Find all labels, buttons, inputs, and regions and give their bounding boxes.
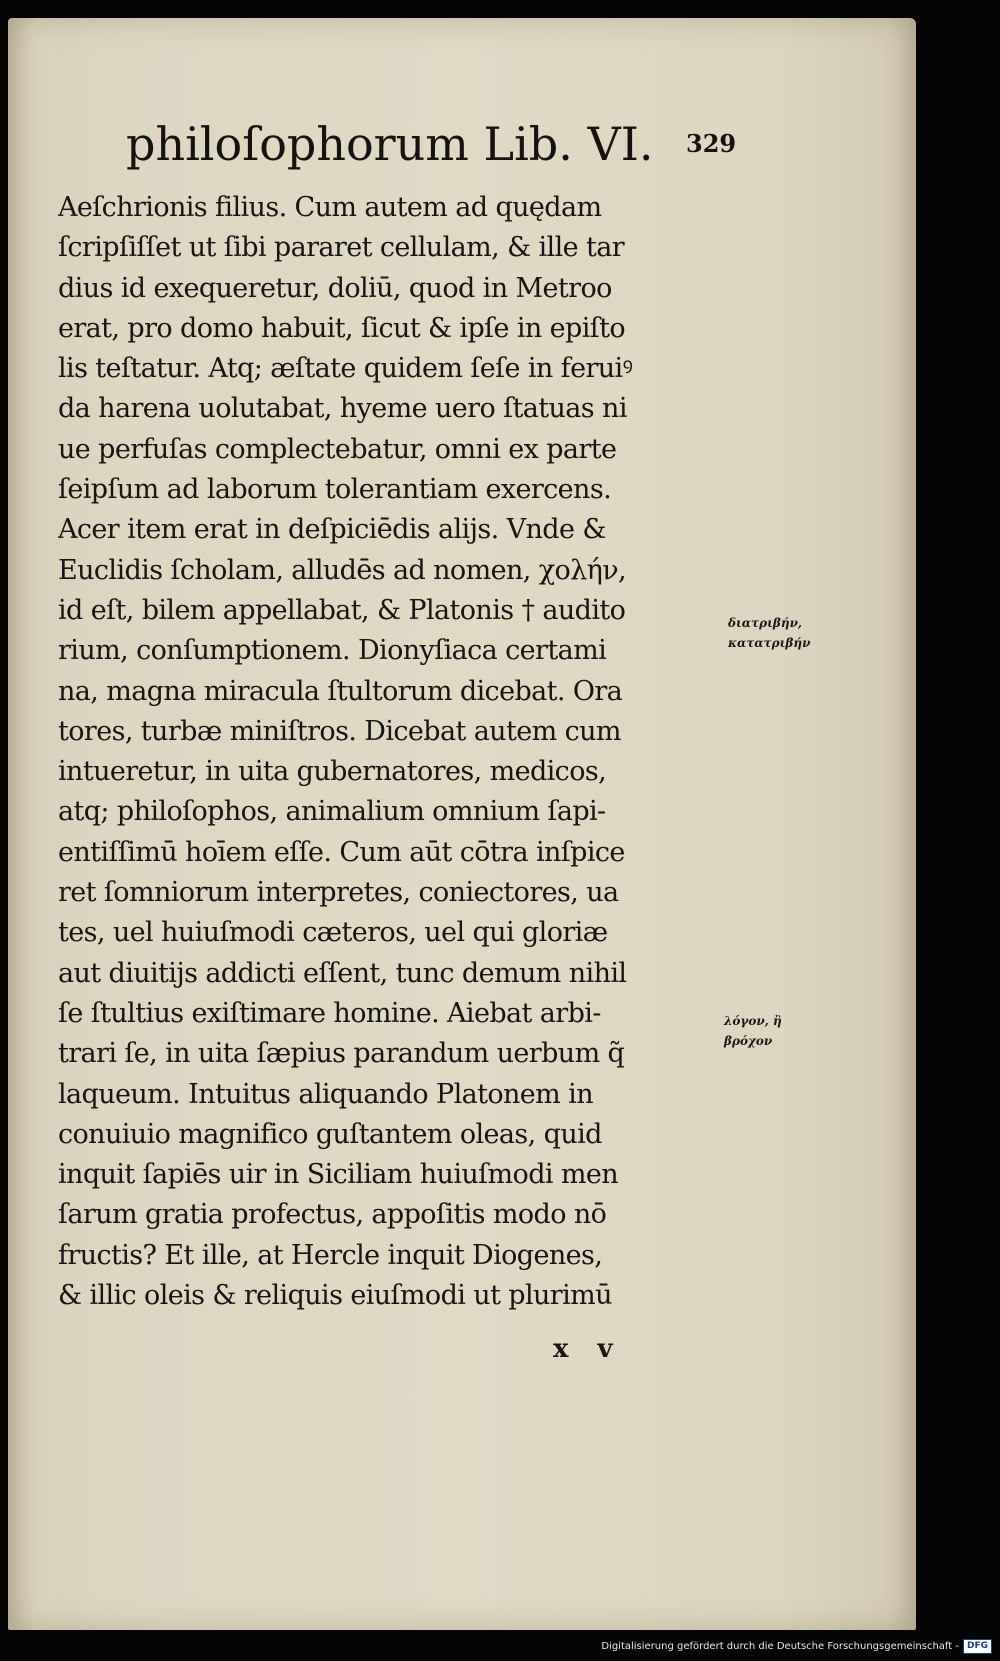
dfg-logo-icon: DFG <box>963 1639 992 1654</box>
text-line: trari ſe, in uita ſæpius parandum uerbum q̃ <box>58 1038 625 1070</box>
text-line: erat, pro domo habuit, ſicut & ipſe in epiſto <box>58 312 626 344</box>
signature-mark: x v <box>553 1334 623 1364</box>
book-page <box>8 18 916 1630</box>
text-line: ſcripſiſſet ut ſibi pararet cellulam, & ille tar <box>58 232 625 264</box>
text-line: tes, uel huiuſmodi cæteros, uel qui gloriæ <box>58 917 608 949</box>
text-line: intueretur, in uita gubernatores, medicos, <box>58 756 607 788</box>
text-line: ue perfuſas complectebatur, omni ex parte <box>58 433 617 465</box>
margin-note-line: διατριβήν, <box>728 616 803 630</box>
text-line: fructis? Et ille, at Hercle inquit Diogenes, <box>58 1239 603 1271</box>
margin-note <box>724 1011 782 1051</box>
credit-text: Digitalisierung gefördert durch die Deutsche Forschungsgemeinschaft - <box>601 1640 959 1652</box>
text-line: ſarum gratia profectus, appoſitis modo nō <box>58 1199 607 1231</box>
text-line: atq; philoſophos, animalium omnium ſapi- <box>58 796 606 828</box>
text-line: & illic oleis & reliquis eiuſmodi ut plurimū <box>58 1280 612 1312</box>
body-text <box>58 188 726 1316</box>
text-line: ret ſomniorum interpretes, coniectores, ua <box>58 877 619 909</box>
page-number: 329 <box>686 129 737 158</box>
text-line: conuiuio magnifico guſtantem oleas, quid <box>58 1118 602 1150</box>
text-line: Acer item erat in deſpiciēdis alijs. Vnde & <box>58 514 606 546</box>
text-line: aut diuitijs addicti eſſent, tunc demum nihil <box>58 957 627 989</box>
text-line: ſe ſtultius exiſtimare homine. Aiebat arbi- <box>58 997 601 1029</box>
text-line: da harena uolutabat, hyeme uero ſtatuas ni <box>58 393 627 425</box>
running-title: philoſophorum Lib. VI. <box>126 117 654 171</box>
text-line: dius id exequeretur, doliū, quod in Metroo <box>58 272 612 304</box>
text-line: laqueum. Intuitus aliquando Platonem in <box>58 1078 593 1110</box>
margin-note-line: κατατριβήν <box>728 636 811 650</box>
text-line: id eſt, bilem appellabat, & Platonis † audito <box>58 594 626 626</box>
text-line: ſeipſum ad laborum tolerantiam exercens. <box>58 474 612 506</box>
text-line: Euclidis ſcholam, alludēs ad nomen, χολήν, <box>58 554 627 586</box>
text-line: na, magna miracula ſtultorum dicebat. Ora <box>58 675 623 707</box>
text-line: entiſſimū hoīem eſſe. Cum aūt cōtra inſpice <box>58 836 625 868</box>
text-line: rium, conſumptionem. Dionyſiaca certami <box>58 635 607 667</box>
margin-note-line: βρόχον <box>724 1034 773 1048</box>
digitization-credit <box>601 1637 992 1655</box>
text-line: Aeſchrionis filius. Cum autem ad quędam <box>58 192 602 223</box>
margin-note-line: λόγον, ἢ <box>724 1014 782 1028</box>
page-header <box>126 114 746 184</box>
text-line: tores, turbæ miniſtros. Dicebat autem cum <box>58 715 621 747</box>
text-line: lis teſtatur. Atq; æſtate quidem ſeſe in feruiꝰ <box>58 353 633 385</box>
margin-note <box>728 613 810 653</box>
text-line: inquit ſapiēs uir in Siciliam huiuſmodi men <box>58 1159 619 1191</box>
